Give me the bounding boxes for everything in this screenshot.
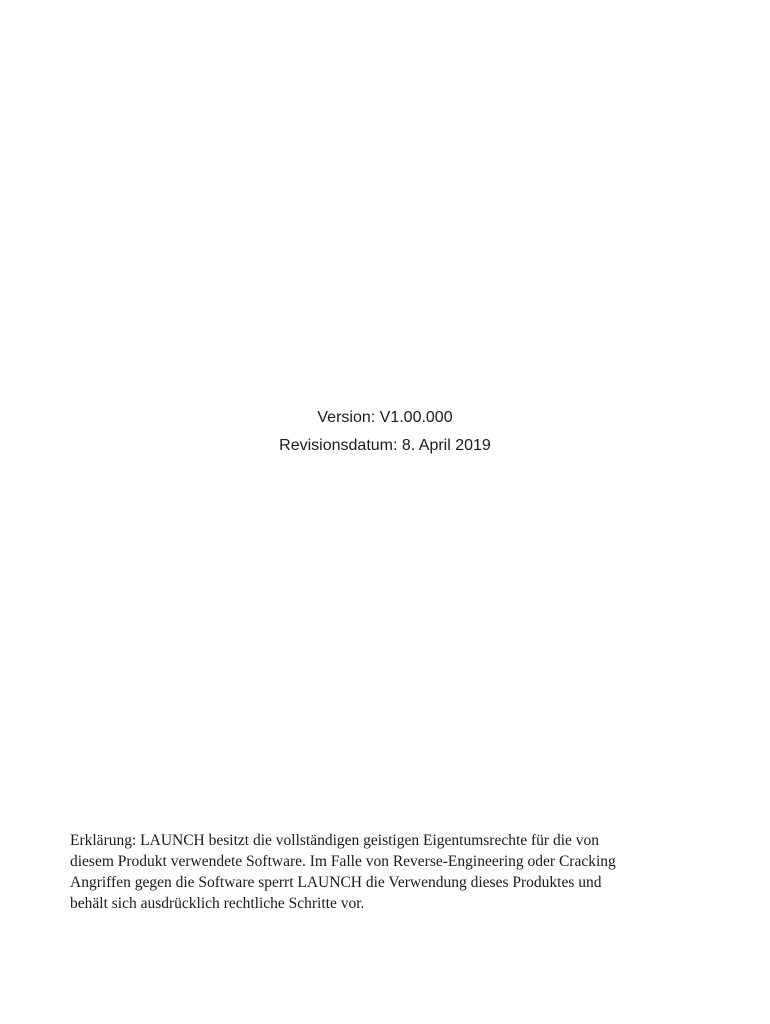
revision-date: Revisionsdatum: 8. April 2019 xyxy=(279,437,491,454)
disclaimer-line: behält sich ausdrücklich rechtliche Schritte vor. xyxy=(70,895,365,912)
disclaimer-line: Angriffen gegen die Software sperrt LAUNCH die Verwendung dieses Produktes und xyxy=(70,874,602,891)
disclaimer-line: Erklärung: LAUNCH besitzt die vollständigen geistigen Eigentumsrechte für die von xyxy=(70,832,600,849)
version-number: Version: V1.00.000 xyxy=(317,409,453,426)
disclaimer xyxy=(70,830,710,914)
version-info xyxy=(0,404,770,460)
disclaimer-line: diesem Produkt verwendete Software. Im Falle von Reverse-Engineering oder Cracking xyxy=(70,853,616,870)
